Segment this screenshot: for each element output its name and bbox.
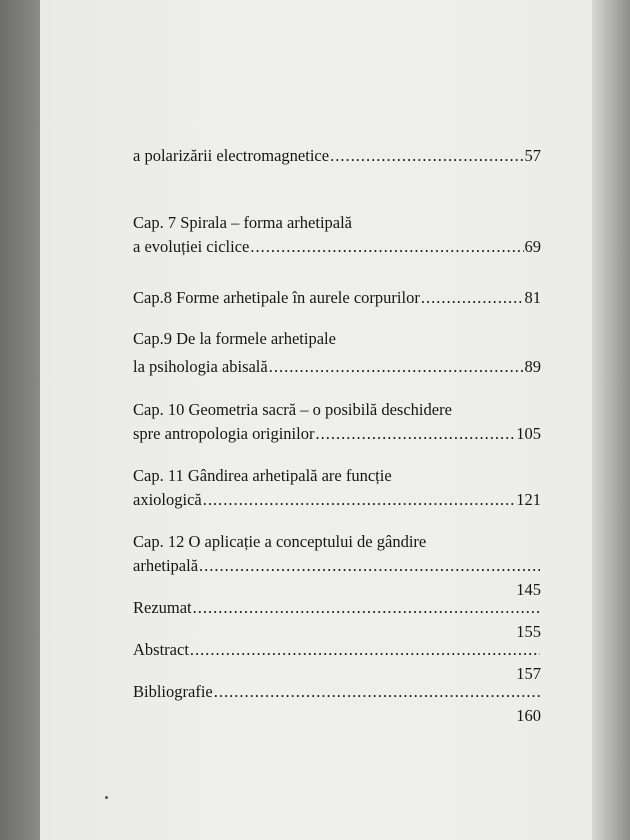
toc-entry [133, 680, 541, 728]
toc-entry [133, 638, 541, 686]
toc-entry-title: Cap.8 Forme arhetipale în aurele corpurilor [133, 288, 420, 307]
toc-page-number: 157 [516, 664, 541, 683]
toc-entry-title: Cap. 12 O aplicație a conceptului de gândire [133, 532, 427, 551]
page-speck [105, 796, 108, 799]
toc-page-number: 121 [516, 490, 541, 509]
toc-entry-title: Cap.9 De la formele arhetipale [133, 329, 336, 348]
toc-entry [133, 464, 541, 512]
toc-page-number: 81 [524, 288, 541, 307]
toc-entry-title: Abstract [133, 640, 189, 659]
toc-entry-title: Cap. 10 Geometria sacră – o posibilă deschidere [133, 400, 452, 419]
toc-entry-title: Bibliografie [133, 682, 213, 701]
toc-entry-title-cont: spre antropologia originilor [133, 424, 315, 443]
toc-leader-dots [214, 680, 540, 704]
toc-entry [133, 144, 541, 168]
toc-page-number: 69 [524, 237, 541, 256]
toc-entry-title-cont: arhetipală [133, 556, 199, 575]
toc-leader-dots [269, 355, 524, 379]
toc-leader-dots [315, 422, 515, 446]
toc-page-number: 105 [516, 424, 541, 443]
toc-entry [133, 596, 541, 644]
toc-entry [133, 211, 541, 259]
toc-leader-dots [203, 488, 516, 512]
toc-page-number: 57 [524, 146, 541, 165]
toc-entry-title: Cap. 7 Spirala – forma arhetipală [133, 213, 353, 232]
toc-entry-title-cont: la psihologia abisală [133, 357, 268, 376]
toc-entry-title: Cap. 11 Gândirea arhetipală are funcție [133, 466, 392, 485]
toc-entry [133, 398, 541, 446]
toc-page-number: 160 [516, 706, 541, 725]
toc-entry-title: Rezumat [133, 598, 192, 617]
page-edge [592, 0, 630, 840]
toc-leader-dots [330, 144, 523, 168]
toc-entry [133, 327, 541, 379]
toc-page-number: 145 [516, 580, 541, 599]
toc-leader-dots [250, 235, 523, 259]
toc-page-number: 89 [524, 357, 541, 376]
toc-entry [133, 286, 541, 310]
toc-entry-title-cont: a evoluției ciclice [133, 237, 250, 256]
toc-leader-dots [421, 286, 524, 310]
toc-entry [133, 530, 541, 602]
book-gutter-shadow [0, 0, 40, 840]
toc-leader-dots [199, 554, 540, 578]
toc-page-number: 155 [516, 622, 541, 641]
toc-entry-title-cont: axiologică [133, 490, 202, 509]
toc-leader-dots [190, 638, 540, 662]
toc-leader-dots [193, 596, 540, 620]
toc-entry-title: a polarizării electromagnetice [133, 146, 330, 165]
